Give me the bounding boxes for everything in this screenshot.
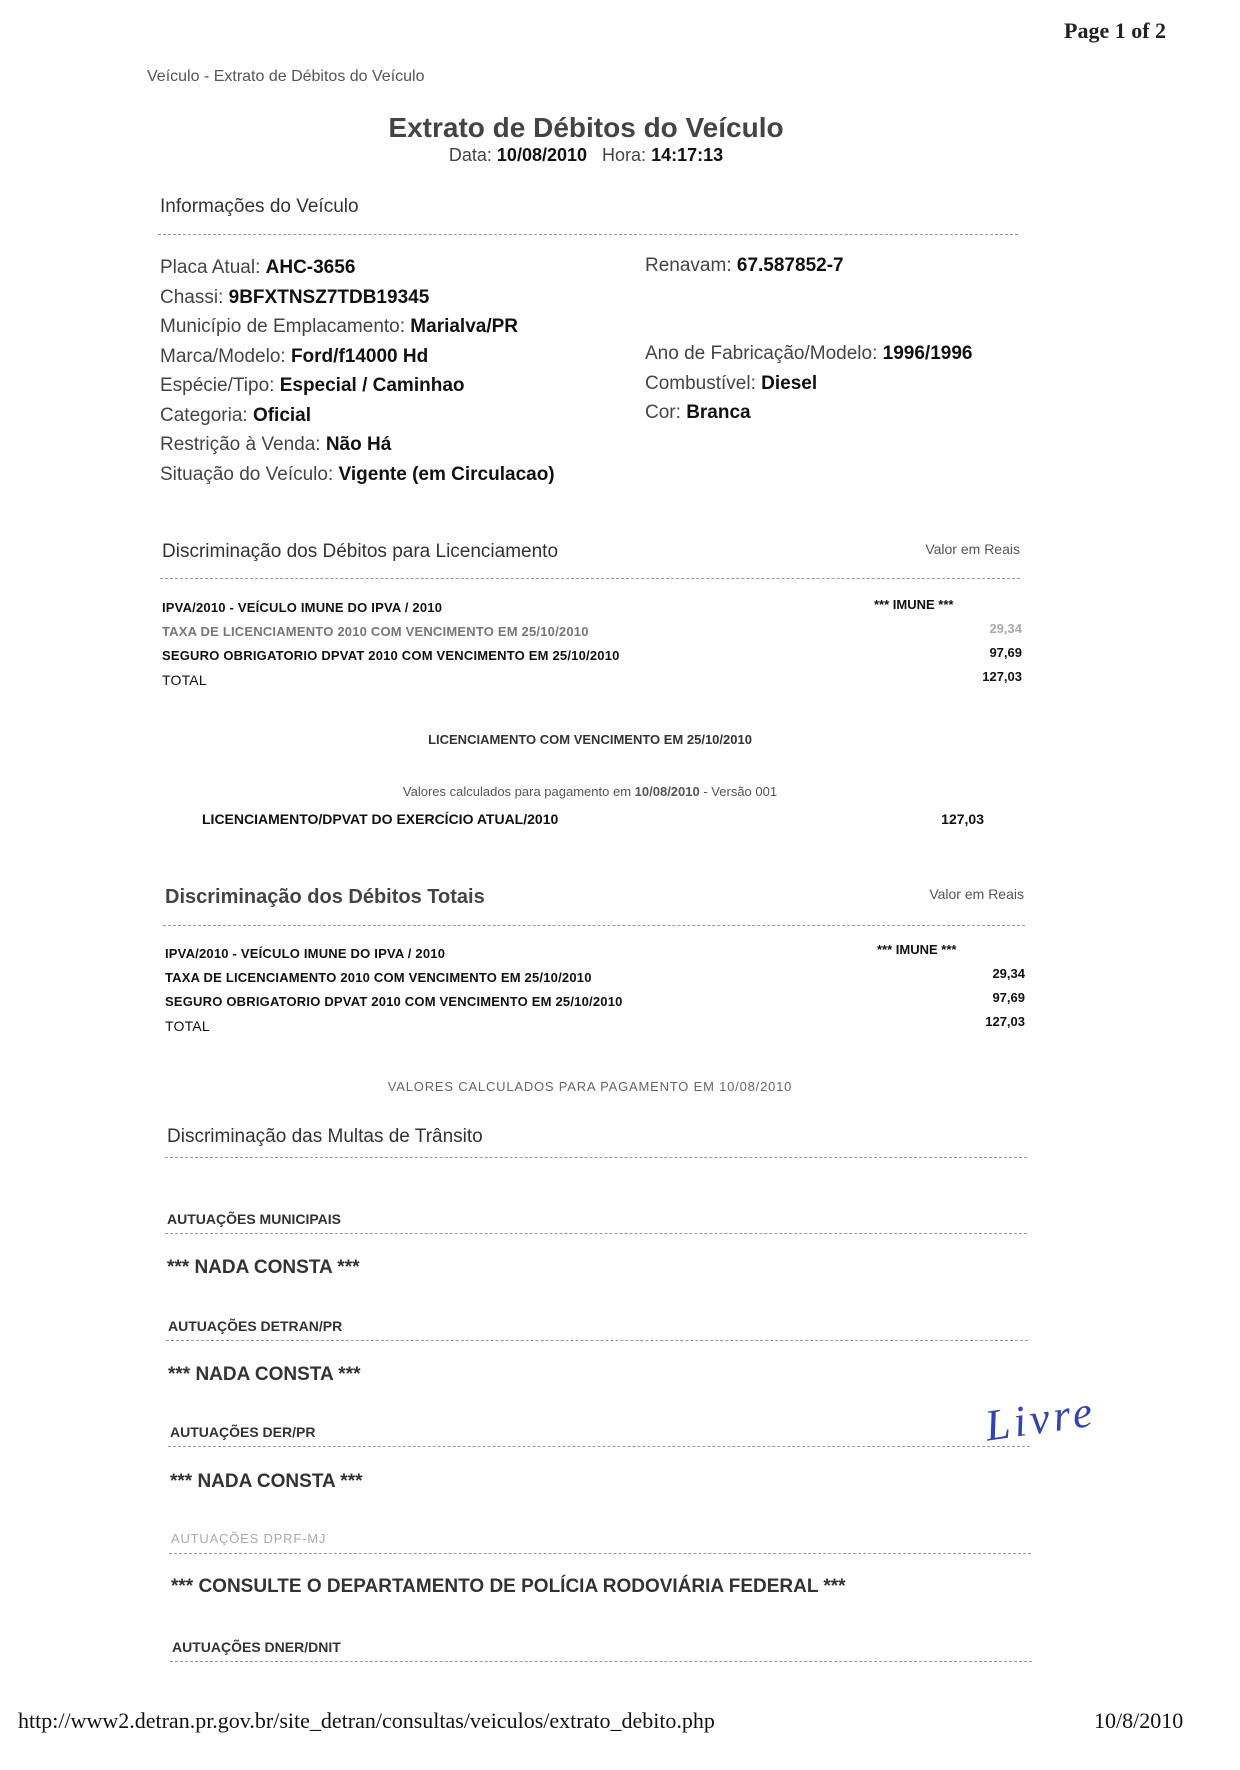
date-label: Data: <box>448 145 492 165</box>
licenciamento-section-title: Discriminação dos Débitos para Licenciamento <box>162 541 559 562</box>
amount-cell: 97,69 <box>989 645 1022 660</box>
calc-note: Valores calculados para pagamento em 10/08/2010 - Versão 001 <box>402 784 778 799</box>
multas-section-title: Discriminação das Multas de Trânsito <box>167 1126 483 1147</box>
due-note: LICENCIAMENTO COM VENCIMENTO EM 25/10/2010 <box>428 732 752 747</box>
multas-heading: AUTUAÇÕES DER/PR <box>170 1424 316 1440</box>
time-value: 14:17:13 <box>651 145 724 165</box>
multas-message: *** CONSULTE O DEPARTAMENTO DE POLÍCIA RODOVIÁRIA FEDERAL *** <box>171 1576 846 1597</box>
vehicle-section-title: Informações do Veículo <box>160 196 359 217</box>
table-row: IPVA/2010 - VEÍCULO IMUNE DO IPVA / 2010 <box>162 600 443 615</box>
info-row: Espécie/Tipo: Especial / Caminhao <box>160 375 465 396</box>
table-row: TOTAL <box>165 1018 210 1034</box>
divider <box>158 234 1018 235</box>
divider <box>168 1446 1030 1447</box>
info-row: Categoria: Oficial <box>160 404 312 426</box>
info-row: Chassi: 9BFXTNSZ7TDB19345 <box>160 286 430 308</box>
amount-cell: 127,03 <box>985 1014 1025 1029</box>
multas-heading: AUTUAÇÕES MUNICIPAIS <box>167 1211 341 1227</box>
print-footer-url: http://www2.detran.pr.gov.br/site_detran/consultas/veiculos/extrato_debito.php <box>18 1708 715 1733</box>
multas-message: *** NADA CONSTA *** <box>170 1471 363 1492</box>
exercise-value: 127,03 <box>941 811 984 827</box>
multas-heading: AUTUAÇÕES DPRF-MJ <box>171 1531 327 1546</box>
totais-calc-note: VALORES CALCULADOS PARA PAGAMENTO EM 10/08/2010 <box>387 1079 793 1094</box>
divider <box>163 925 1025 926</box>
amount-cell: 29,34 <box>992 966 1025 981</box>
date-value: 10/08/2010 <box>496 145 588 165</box>
divider <box>169 1553 1031 1554</box>
licenciamento-amounts <box>820 593 1022 689</box>
plate-value: AHC-3656 <box>265 257 356 278</box>
multas-message: *** NADA CONSTA *** <box>168 1364 361 1385</box>
amount-cell: 29,34 <box>989 621 1022 636</box>
table-row: TAXA DE LICENCIAMENTO 2010 COM VENCIMENTO EM 25/10/2010 <box>165 970 592 985</box>
info-row: Município de Emplacamento: Marialva/PR <box>160 316 519 337</box>
divider <box>160 578 1020 579</box>
document-title: Extrato de Débitos do Veículo <box>388 112 784 143</box>
divider <box>170 1661 1032 1662</box>
multas-message: *** NADA CONSTA *** <box>167 1257 360 1278</box>
divider <box>165 1233 1027 1234</box>
multas-heading: AUTUAÇÕES DETRAN/PR <box>168 1318 343 1334</box>
breadcrumb: Veículo - Extrato de Débitos do Veículo <box>147 68 425 85</box>
vehicle-info-right <box>645 339 972 428</box>
table-row: TOTAL <box>162 672 207 688</box>
currency-note: Valor em Reais <box>929 886 1024 902</box>
vehicle-info-left <box>160 253 555 489</box>
print-footer-date: 10/8/2010 <box>1094 1708 1184 1733</box>
document-datetime <box>0 145 1172 166</box>
handwritten-note: Livre <box>982 1386 1100 1451</box>
chassis-value: 9BFXTNSZ7TDB19345 <box>228 286 430 308</box>
page-number: Page 1 of 2 <box>1064 18 1167 43</box>
renavam-row: Renavam: 67.587852-7 <box>645 255 844 276</box>
totais-amounts <box>823 938 1025 1034</box>
info-row: Combustível: Diesel <box>645 372 818 394</box>
amount-cell: 97,69 <box>992 990 1025 1005</box>
amount-cell: *** IMUNE *** <box>877 942 957 957</box>
table-row: SEGURO OBRIGATORIO DPVAT 2010 COM VENCIMENTO EM 25/10/2010 <box>162 648 620 663</box>
info-row: Placa Atual: AHC-3656 <box>160 257 356 278</box>
multas-heading: AUTUAÇÕES DNER/DNIT <box>172 1639 341 1655</box>
table-row: TAXA DE LICENCIAMENTO 2010 COM VENCIMENTO EM 25/10/2010 <box>162 624 589 639</box>
time-label: Hora: <box>602 145 647 165</box>
amount-cell: *** IMUNE *** <box>874 597 954 612</box>
renavam-value: 67.587852-7 <box>736 255 844 276</box>
totais-rows <box>165 942 623 1038</box>
totais-section-title: Discriminação dos Débitos Totais <box>165 886 485 908</box>
divider <box>166 1340 1028 1341</box>
licenciamento-rows <box>162 596 620 692</box>
amount-cell: 127,03 <box>982 669 1022 684</box>
info-row: Situação do Veículo: Vigente (em Circulacao) <box>160 463 555 485</box>
table-row: SEGURO OBRIGATORIO DPVAT 2010 COM VENCIMENTO EM 25/10/2010 <box>165 994 623 1009</box>
info-row: Restrição à Venda: Não Há <box>160 434 392 455</box>
currency-note: Valor em Reais <box>925 541 1020 557</box>
divider <box>165 1157 1027 1158</box>
info-row: Marca/Modelo: Ford/f14000 Hd <box>160 345 429 367</box>
table-row: IPVA/2010 - VEÍCULO IMUNE DO IPVA / 2010 <box>165 946 446 961</box>
info-row: Cor: Branca <box>645 402 751 423</box>
exercise-label: LICENCIAMENTO/DPVAT DO EXERCÍCIO ATUAL/2010 <box>202 811 559 827</box>
info-row: Ano de Fabricação/Modelo: 1996/1996 <box>645 343 973 364</box>
